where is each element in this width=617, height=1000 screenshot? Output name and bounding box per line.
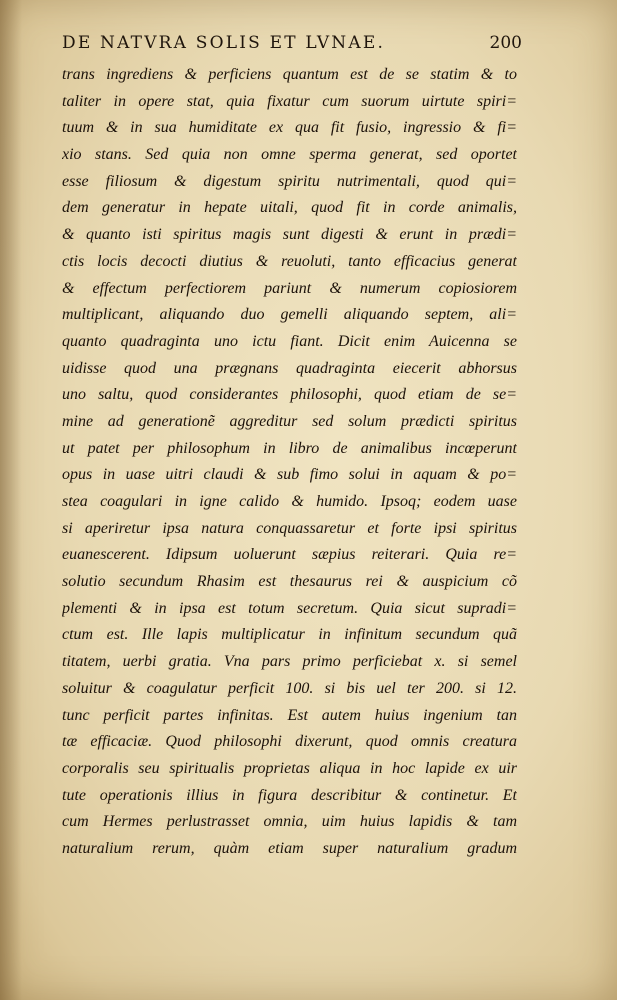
- text-line: dem generatur in hepate uitali, quod fit in corde animalis,: [62, 199, 517, 217]
- text-line: tuum & in sua humiditate ex qua fit fusio, ingressio & fi=: [62, 119, 517, 137]
- text-line: ctum est. Ille lapis multiplicatur in infinitum secundum quã: [62, 626, 517, 644]
- text-line: euanescerent. Idipsum uoluerunt sæpius reiterari. Quia re=: [62, 546, 517, 564]
- text-line: plementi & in ipsa est totum secretum. Quia sicut supradi=: [62, 599, 517, 617]
- text-line: tæ efficaciæ. Quod philosophi dixerunt, quod omnis creatura: [62, 733, 517, 751]
- text-line: corporalis seu spiritualis proprietas aliqua in hoc lapide ex uir: [62, 759, 517, 777]
- text-line: taliter in opere stat, quia fixatur cum suorum uirtute spiri=: [62, 92, 517, 110]
- text-line: opus in uase uitri claudi & sub fimo solui in aquam & po=: [62, 466, 517, 484]
- text-line: naturalium rerum, quàm etiam super naturalium gradum: [62, 839, 517, 857]
- page-binding-shadow: [0, 0, 22, 1000]
- text-line: solutio secundum Rhasim est thesaurus rei & auspicium cõ: [62, 573, 517, 591]
- text-line: trans ingrediens & perficiens quantum est de se statim & to: [62, 66, 517, 83]
- text-line: si aperiretur ipsa natura conquassaretur et forte ipsi spiritus: [62, 519, 517, 537]
- text-line: & effectum perfectiorem pariunt & numerum copiosiorem: [62, 279, 517, 297]
- text-line: titatem, uerbi gratia. Vna pars primo perficiebat x. si semel: [62, 653, 517, 671]
- text-line: ut patet per philosophum in libro de animalibus incœperunt: [62, 439, 517, 457]
- text-line: uidisse quod una prægnans quadraginta eiecerit abhorsus: [62, 359, 517, 377]
- main-text-block: [62, 62, 517, 863]
- text-line: stea coagulari in igne calido & humido. Ipsoq; eodem uase: [62, 493, 517, 510]
- text-line: tunc perficit partes infinitas. Est autem huius ingenium tan: [62, 706, 517, 724]
- text-line: quanto quadraginta uno ictu fiant. Dicit enim Auicenna se: [62, 332, 517, 350]
- text-line: soluitur & coagulatur perficit 100. si bis uel ter 200. si 12.: [62, 679, 517, 697]
- folio-number: 200: [489, 33, 522, 53]
- page-header: [62, 33, 522, 57]
- text-line: & quanto isti spiritus magis sunt digesti & erunt in prædi=: [62, 226, 517, 244]
- text-line: uno saltu, quod considerantes philosophi, quod etiam de se=: [62, 386, 517, 404]
- text-line: tute operationis illius in figura describitur & continetur. Et: [62, 786, 517, 804]
- text-line: mine ad generationẽ aggreditur sed solum prædicti spiritus: [62, 412, 517, 430]
- running-head: DE NATVRA SOLIS ET LVNAE.: [62, 33, 386, 53]
- text-line: cum Hermes perlustrasset omnia, uim huius lapidis & tam: [62, 813, 517, 831]
- text-line: xio stans. Sed quia non omne sperma generat, sed oportet: [62, 146, 517, 164]
- text-line: ctis locis decocti diutius & reuoluti, tanto efficacius generat: [62, 252, 517, 270]
- text-line: multiplicant, aliquando duo gemelli aliquando septem, ali=: [62, 306, 517, 324]
- text-line: esse filiosum & digestum spiritu nutrimentali, quod qui=: [62, 172, 517, 190]
